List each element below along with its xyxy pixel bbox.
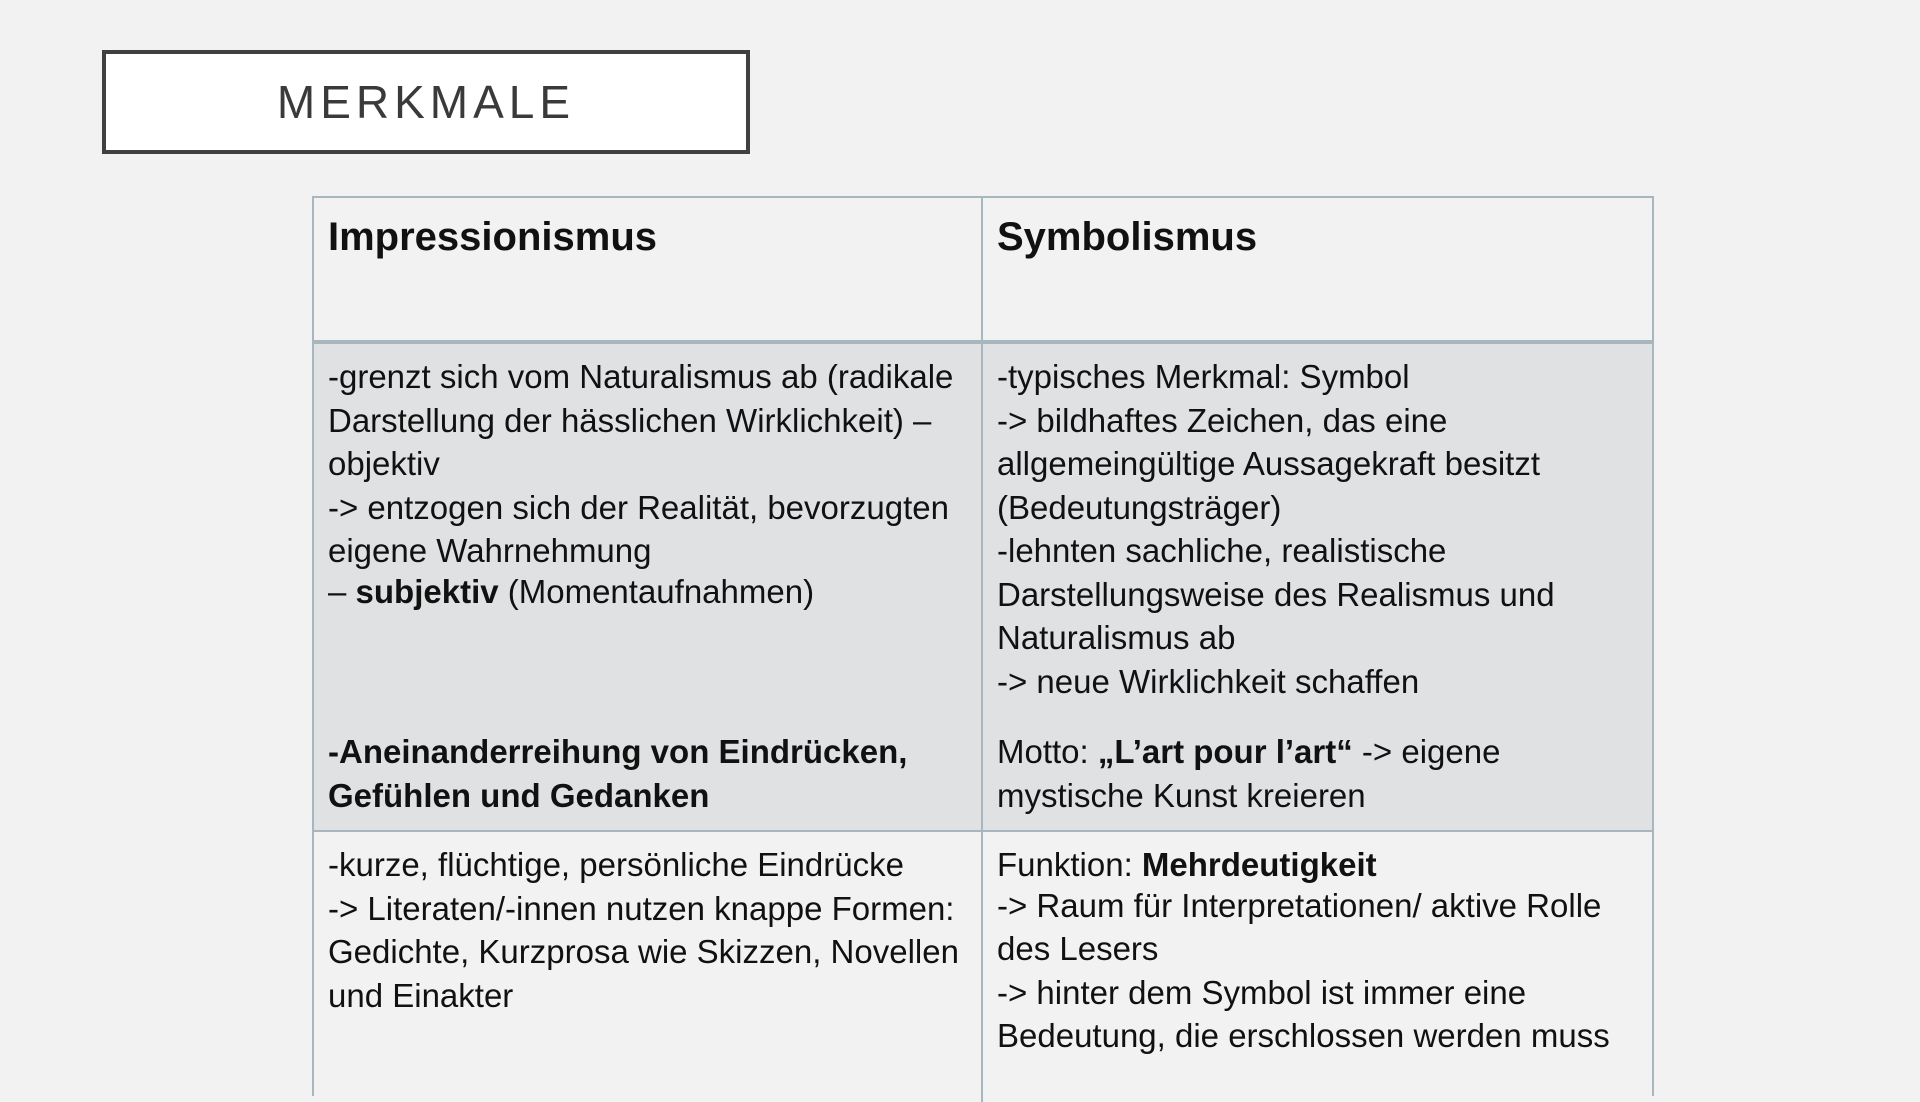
funktion-bold: Mehrdeutigkeit xyxy=(1141,846,1377,883)
subjektiv-prefix: – xyxy=(328,572,356,610)
table-header-row xyxy=(314,198,1652,344)
row1-symbolismus-cell xyxy=(983,344,1652,830)
funktion-prefix: Funktion: xyxy=(997,846,1142,883)
header-symbolismus: Symbolismus xyxy=(997,215,1258,259)
row2-impressionismus-cell xyxy=(314,832,983,1102)
row1-impressionismus-bottom-bold: -Aneinanderreihung von Eindrücken, Gefühlen und Gedanken xyxy=(328,733,908,814)
table-row-1 xyxy=(314,344,1652,832)
row2-symbolismus-funktion xyxy=(997,843,1638,887)
row1-symbolismus-text: -typisches Merkmal: Symbol -> bildhaftes Zeichen, das eine allgemeingültige Aussagekraft besitzt (Bedeutungsträger) -lehnten sachliche, realistische Darstellungsweise des Realismus und Naturalismus ab -> neue Wirklichkeit schaffen xyxy=(997,358,1555,700)
header-cell-symbolismus xyxy=(983,198,1652,340)
row2-symbolismus-text: -> Raum für Interpretationen/ aktive Rolle des Lesers -> hinter dem Symbol ist immer eine Bedeutung, die erschlossen werden muss xyxy=(997,886,1610,1054)
subjektiv-suffix: (Momentaufnahmen) xyxy=(498,572,815,610)
row1-impressionismus-text: -grenzt sich vom Naturalismus ab (radikale Darstellung der hässlichen Wirklichkeit) – objektiv -> entzogen sich der Realität, bevorzugten eigene Wahrnehmung xyxy=(328,358,954,569)
slide-title-box xyxy=(102,50,750,154)
header-cell-impressionismus xyxy=(314,198,983,340)
row1-impressionismus-cell xyxy=(314,344,983,830)
row2-symbolismus-cell xyxy=(983,832,1652,1102)
table-row-2 xyxy=(314,832,1652,1102)
subjektiv-bold: subjektiv xyxy=(355,572,499,610)
row1-symbolismus-motto xyxy=(997,730,1642,817)
motto-prefix: Motto: xyxy=(997,733,1098,770)
slide-title: MERKMALE xyxy=(276,76,576,128)
header-impressionismus: Impressionismus xyxy=(328,215,658,259)
motto-suffix: -> eigene mystische Kunst kreieren xyxy=(997,733,1501,814)
comparison-table xyxy=(312,196,1654,1096)
row2-impressionismus-text: -kurze, flüchtige, persönliche Eindrücke -> Literaten/-innen nutzen knappe Formen: Gedichte, Kurzprosa wie Skizzen, Novellen und Einakter xyxy=(328,846,959,1014)
motto-bold: „L’art pour l’art“ xyxy=(1097,733,1353,770)
row1-impressionismus-subjektiv-line xyxy=(328,570,967,614)
